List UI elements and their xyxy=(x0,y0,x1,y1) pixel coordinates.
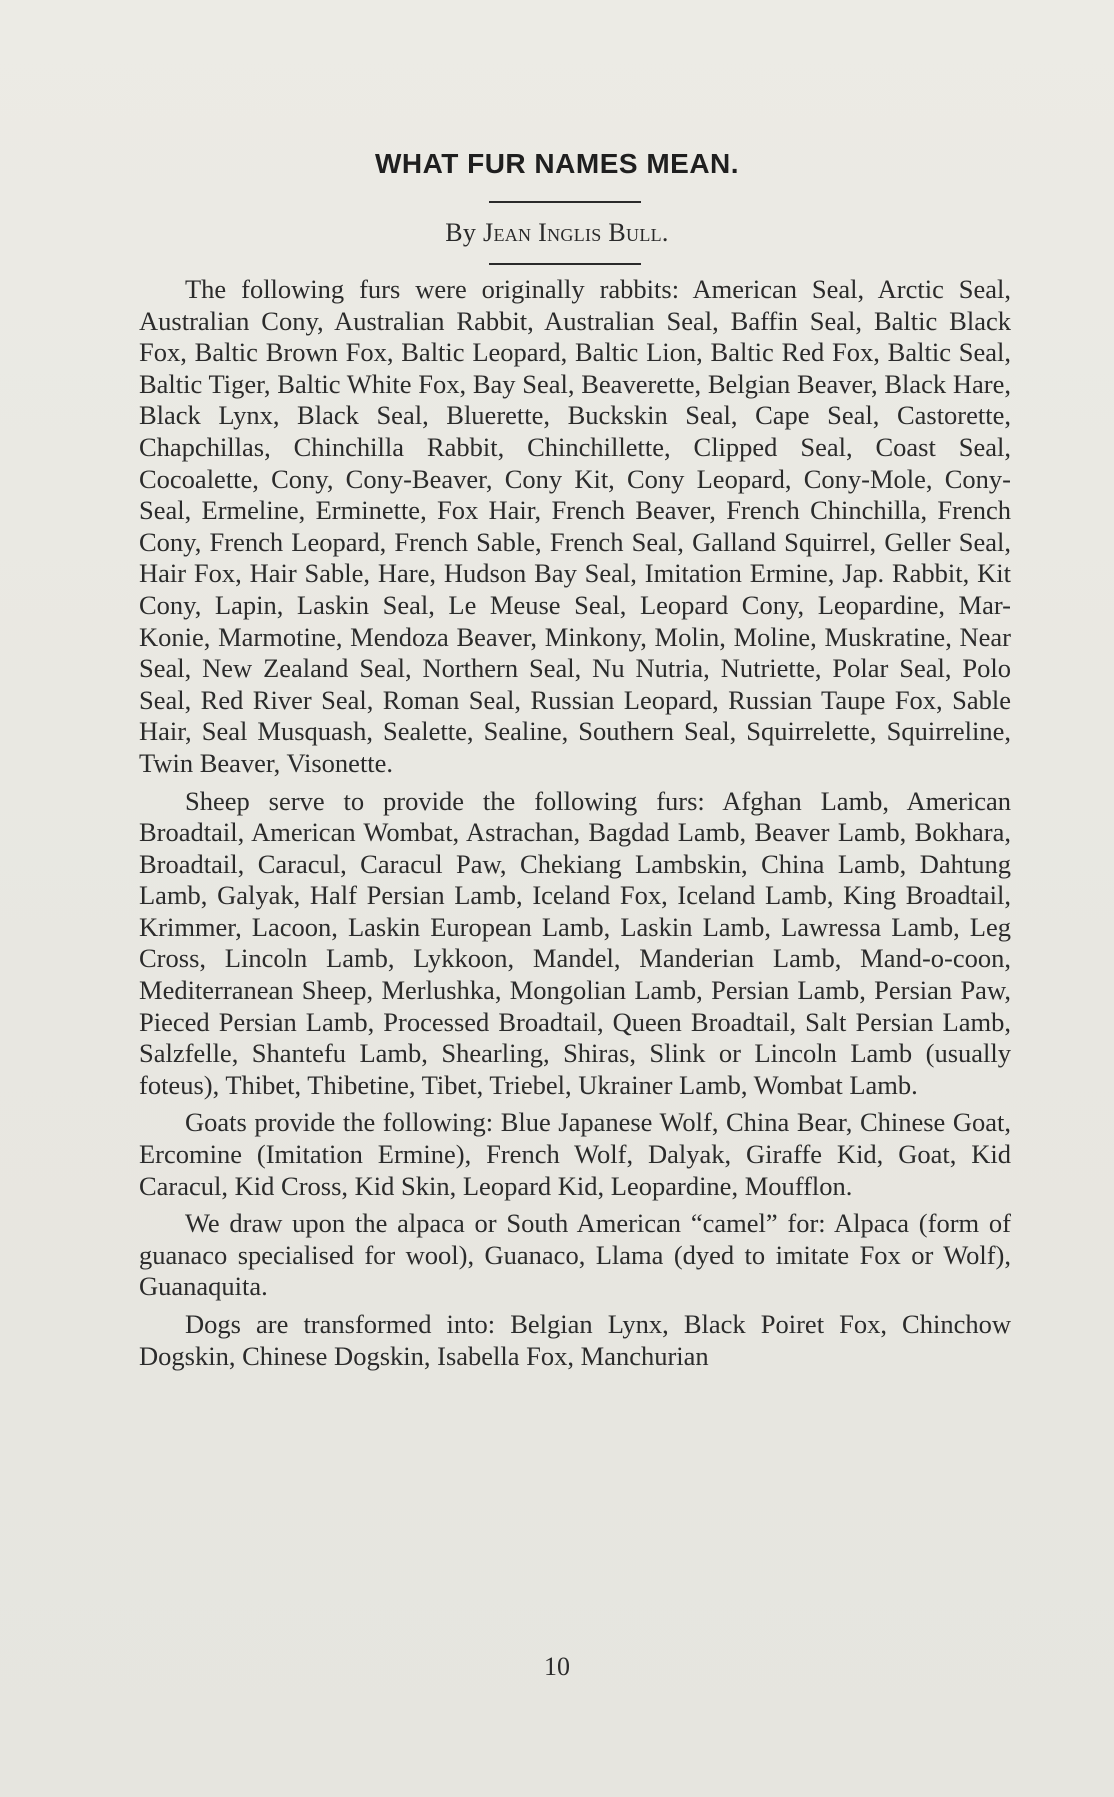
byline xyxy=(0,218,1114,248)
author-name: Jean Inglis Bull. xyxy=(483,218,669,247)
page-title: WHAT FUR NAMES MEAN. xyxy=(374,148,740,179)
paragraph-goats: Goats provide the following: Blue Japanese Wolf, China Bear, Chinese Goat, Ercomine (Imitation Ermine), French Wolf, Dalyak, Giraffe Kid, Goat, Kid Caracul, Kid Cross, Kid Skin, Leopard Kid, Leopardine, Moufflon. xyxy=(139,1107,1011,1201)
paragraph-sheep: Sheep serve to provide the following furs: Afghan Lamb, American Broadtail, American Wombat, Astrachan, Bagdad Lamb, Beaver Lamb, Bokhara, Broadtail, Caracul, Caracul Paw, Chekiang Lambskin, China Lamb, Dahtung Lamb, Galyak, Half Persian Lamb, Iceland Fox, Iceland Lamb, King Broadtail, Krimmer, Lacoon, Laskin European Lamb, Laskin Lamb, Lawressa Lamb, Leg Cross, Lincoln Lamb, Lykkoon, Mandel, Manderian Lamb, Mand-o-coon, Mediterranean Sheep, Merlushka, Mongolian Lamb, Persian Lamb, Persian Paw, Pieced Persian Lamb, Processed Broadtail, Queen Broadtail, Salt Persian Lamb, Salzfelle, Shantefu Lamb, Shearling, Shiras, Slink or Lincoln Lamb (usually foteus), Thibet, Thibetine, Tibet, Triebel, Ukrainer Lamb, Wombat Lamb. xyxy=(139,785,1011,1100)
title-rule-bottom xyxy=(489,263,641,265)
article-body xyxy=(139,274,1011,1378)
paragraph-dogs: Dogs are transformed into: Belgian Lynx, Black Poiret Fox, Chinchow Dogskin, Chinese Dogskin, Isabella Fox, Manchurian xyxy=(139,1309,1011,1371)
paragraph-alpaca: We draw upon the alpaca or South American “camel” for: Alpaca (form of guanaco specialised for wool), Guanaco, Llama (dyed to imitate Fox or Wolf), Guanaquita. xyxy=(139,1208,1011,1302)
page-number: 10 xyxy=(544,1652,570,1681)
title-rule-top xyxy=(489,201,641,203)
paragraph-rabbits: The following furs were originally rabbits: American Seal, Arctic Seal, Australian Cony, Australian Rabbit, Australian Seal, Baffin Seal, Baltic Black Fox, Baltic Brown Fox, Baltic Leopard, Baltic Lion, Baltic Red Fox, Baltic Seal, Baltic Tiger, Baltic White Fox, Bay Seal, Beaverette, Belgian Beaver, Black Hare, Black Lynx, Black Seal, Bluerette, Buckskin Seal, Cape Seal, Castorette, Chapchillas, Chinchilla Rabbit, Chinchillette, Clipped Seal, Coast Seal, Cocoalette, Cony, Cony-Beaver, Cony Kit, Cony Leopard, Cony-Mole, Cony-Seal, Ermeline, Erminette, Fox Hair, French Beaver, French Chinchilla, French Cony, French Leopard, French Sable, French Seal, Galland Squirrel, Geller Seal, Hair Fox, Hair Sable, Hare, Hudson Bay Seal, Imitation Ermine, Jap. Rabbit, Kit Cony, Lapin, Laskin Seal, Le Meuse Seal, Leopard Cony, Leopardine, Mar-Konie, Marmotine, Mendoza Beaver, Minkony, Molin, Moline, Muskratine, Near Seal, New Zealand Seal, Northern Seal, Nu Nutria, Nutriette, Polar Seal, Polo Seal, Red River Seal, Roman Seal, Russian Leopard, Russian Taupe Fox, Sable Hair, Seal Musquash, Sealette, Sealine, Southern Seal, Squirrelette, Squirreline, Twin Beaver, Visonette. xyxy=(139,274,1011,778)
byline-prefix: By xyxy=(445,218,477,247)
